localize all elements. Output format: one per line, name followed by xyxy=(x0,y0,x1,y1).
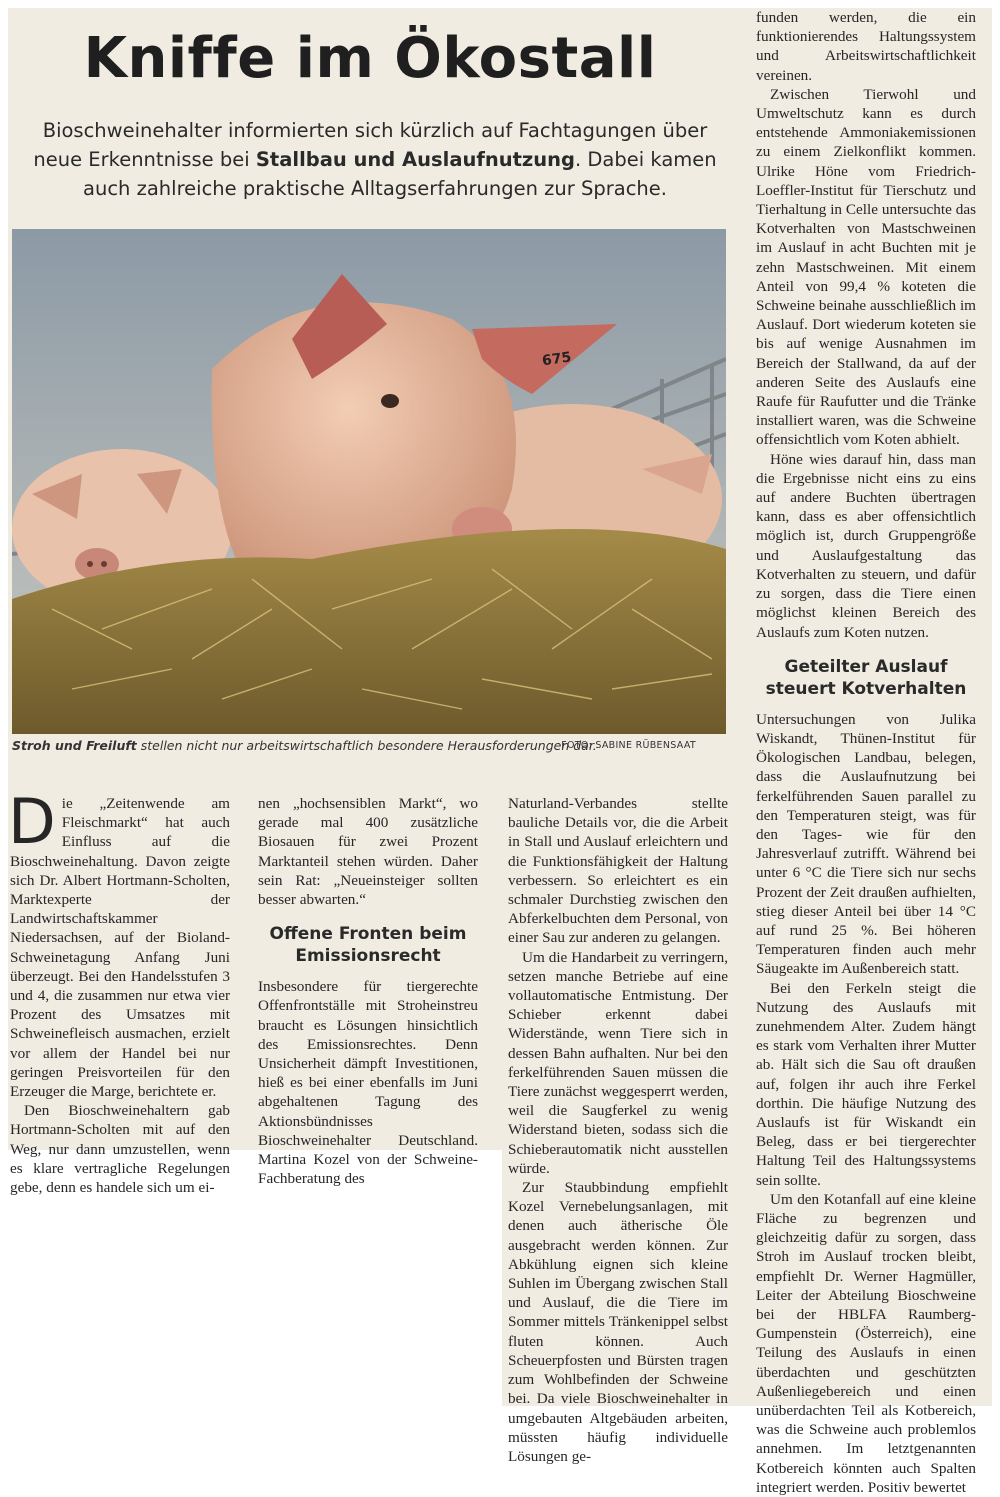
drop-cap: D xyxy=(8,785,56,858)
lead-text-bold: Stallbau und Auslaufnutzung xyxy=(255,148,576,171)
article-column-4 xyxy=(756,8,976,1497)
subheading-kotverhalten: Geteilter Auslauf steuert Kotverhalten xyxy=(765,656,967,699)
paragraph: Zwischen Tierwohl und Umweltschutz kann es durch entstehende Ammoniakemissionen zu einem Zielkonflikt kommen. Ulrike Höne vom Friedrich-Loeffler-Institut für Tierschutz und Tierhaltung in Celle untersuchte das Kotverhalten von Mastschweinen im Auslauf in acht Buchten mit je zehn Mastschweinen. Mit einem Anteil von 99,4 % koteten die Schweine beinahe ausschließlich im Auslauf. Dort wiederum koteten sie bis auf wenige Ausnahmen im Bereich der Stallwand, da auf der anderen Seite des Auslaufs eine Raufe für Raufutter und die Tränke installiert waren, was die Schweine offensichtlich vom Koten abhielt. xyxy=(756,85,976,449)
article-column-3 xyxy=(508,794,728,1466)
paragraph: Den Bioschweinehaltern gab Hortmann-Scholten mit auf den Weg, nur dann umzustellen, wenn es klare vertragliche Regelungen gebe, denn es handele sich um ei- xyxy=(10,1102,230,1197)
lead-text-end: . Dabei kamen auch zahlreiche praktische Alltagserfahrungen zur Sprache. xyxy=(83,148,717,200)
paragraph xyxy=(8,785,230,1101)
paragraph: funden werden, die ein funktionierendes Haltungssystem und Arbeitswirtschaftlichkeit vereinen. xyxy=(756,9,976,84)
paragraph: Bei den Ferkeln steigt die Nutzung des Auslaufs mit zunehmendem Alter. Zudem hängt es stark vom Verhalten ihrer Mutter ab. Hält sich die Sau oft draußen auf, folgen ihr auch ihre Ferkel dorthin. Die häufige Nutzung des Auslaufs ist für Wiskandt ein Beleg, dass er bei tiergerechter Haltung Teil des Haltungssystems sein sollte. xyxy=(756,979,976,1189)
ear-tag-number: 675 xyxy=(541,349,573,370)
article-column-1 xyxy=(8,785,230,1197)
paragraph: Untersuchungen von Julika Wiskandt, Thünen-Institut für Ökologischen Landbau, belegen, dass die Auslaufnutzung bei ferkelführenden Sauen parallel zu den Temperaturen steigt, was für den Tages- wie für den Jahresverlauf zutrifft. Während bei unter 6 °C die Tiere sich nur sechs Prozent der Zeit draußen aufhielten, stieg dieser Anteil bei über 14 °C auf rund 25 %. Bei höheren Temperaturen finden auch mehr Säugeakte im Außenbereich statt. xyxy=(756,710,976,978)
lead-text-start: Bioschweinehalter informierten sich kürzlich auf Fachtagungen über neue Erkenntnisse bei xyxy=(33,119,708,171)
article-lead xyxy=(30,116,720,203)
paragraph: Höne wies darauf hin, dass man die Ergebnisse nicht eins zu eins auf andere Buchten übertragen kann, dass es aber offensichtlich möglich ist, durch Gruppengröße und Auslaufgestaltung das Kotverhalten zu steuern, und dafür zu sorgen, dass die Tiere einen möglichst kleinen Bereich des Auslaufs zum Koten nutzen. xyxy=(756,450,976,641)
paragraph: nen „hochsensiblen Markt“, wo gerade mal 400 zusätzliche Biosauen für zwei Prozent Marktanteil stehen würden. Daher sein Rat: „Neueinsteiger sollten besser abwarten.“ xyxy=(258,795,478,909)
paragraph: Zur Staubbindung empfiehlt Kozel Vernebelungsanlagen, mit denen auch ätherische Öle ausgebracht werden können. Zur Abkühlung eignen sich kleine Suhlen im Übergang zwischen Stall und Auslauf, die die Tiere im Sommer mittels Tränkenippel selbst fluten können. Auch Scheuerpfosten und Bürsten tragen zum Wohlbefinden der Schweine bei. Da viele Bioschweinehalter in umgebauten Altgebäuden arbeiten, müssten häufig individuelle Lösungen ge- xyxy=(508,1179,728,1465)
paragraph: Um den Kotanfall auf eine kleine Fläche zu begrenzen und gleichzeitig dafür zu sorgen, dass Stroh im Auslauf trocken bleibt, empfiehlt Dr. Werner Hagmüller, Leiter der Abteilung Bioschweine bei der HBLFA Raumberg-Gumpenstein (Österreich), eine Teilung des Auslaufs in einen überdachten und geschützten Außenliegebereich und einen unüberdachten Teil als Kotbereich, was die Schweine auch problemlos annehmen. Im letztgenannten Kotbereich könnten auch Spalten integriert werden. Positiv bewertet xyxy=(756,1190,976,1496)
photo-caption xyxy=(12,738,726,760)
caption-rest: stellen nicht nur arbeitswirtschaftlich besondere Herausforderungen dar. xyxy=(136,738,597,753)
caption-text xyxy=(12,738,597,753)
paragraph: Naturland-Verbandes stellte bauliche Details vor, die die Arbeit in Stall und Auslauf erleichtern und die Funktionsfähigkeit der Haltung verbessern. So erleichtert es ein schmaler Durchstieg zwischen den Abferkelbuchten dem Personal, von einer Sau zur anderen zu gelangen. xyxy=(508,795,728,947)
paragraph: Insbesondere für tiergerechte Offenfrontställe mit Stroheinstreu braucht es Lösungen hinsichtlich des Emissionsrechtes. Denn Unsicherheit dämpft Investitionen, hieß es bei einer ebenfalls im Juni abgehaltenen Tagung des Aktionsbündnisses Bioschweinehalter Deutschland. Martina Kozel von der Schweine-Fachberatung des xyxy=(258,978,478,1188)
pig-photo xyxy=(12,229,726,734)
pig-photo-illustration xyxy=(12,229,726,734)
pig-eye xyxy=(381,394,399,408)
photo-credit: FOTO: SABINE RÜBENSAAT xyxy=(561,740,696,751)
paragraph: Um die Handarbeit zu verringern, setzen manche Betriebe auf eine vollautomatische Entmistung. Der Schieber erkennt dabei Widerstände, wenn Tiere sich in dessen Bahn aufhalten. Nur bei den ferkelführenden Sauen müssen die Tiere zunächst weggesperrt werden, weil die Saugferkel zu wenig Widerstand bieten, sodass sich die Schieberautomatik nicht ausstellen würde. xyxy=(508,948,728,1177)
article-title: Kniffe im Ökostall xyxy=(83,26,657,91)
caption-bold: Stroh und Freiluft xyxy=(12,738,137,753)
subheading-emissionsrecht: Offene Fronten beim Emissionsrecht xyxy=(269,924,467,967)
paragraph-text: ie „Zeitenwende am Fleischmarkt“ hat auch Einfluss auf die Bioschweinehaltung. Davon zeigte sich Dr. Albert Hortmann-Scholten, Marktexperte der Landwirtschaftskammer Niedersachsen, auf der Bioland-Schweinetagung Anfang Juni überzeugt. Bei den Handelsstufen 3 und 4, die zusammen nur etwa vier Prozent des Umsatzes mit Schweinefleisch ausmachen, erzielt vor allem der Handel bei nur geringen Preisvorteilen für den Erzeuger die Marge, berichtete er. xyxy=(10,795,230,1101)
article-column-2 xyxy=(258,794,478,1188)
